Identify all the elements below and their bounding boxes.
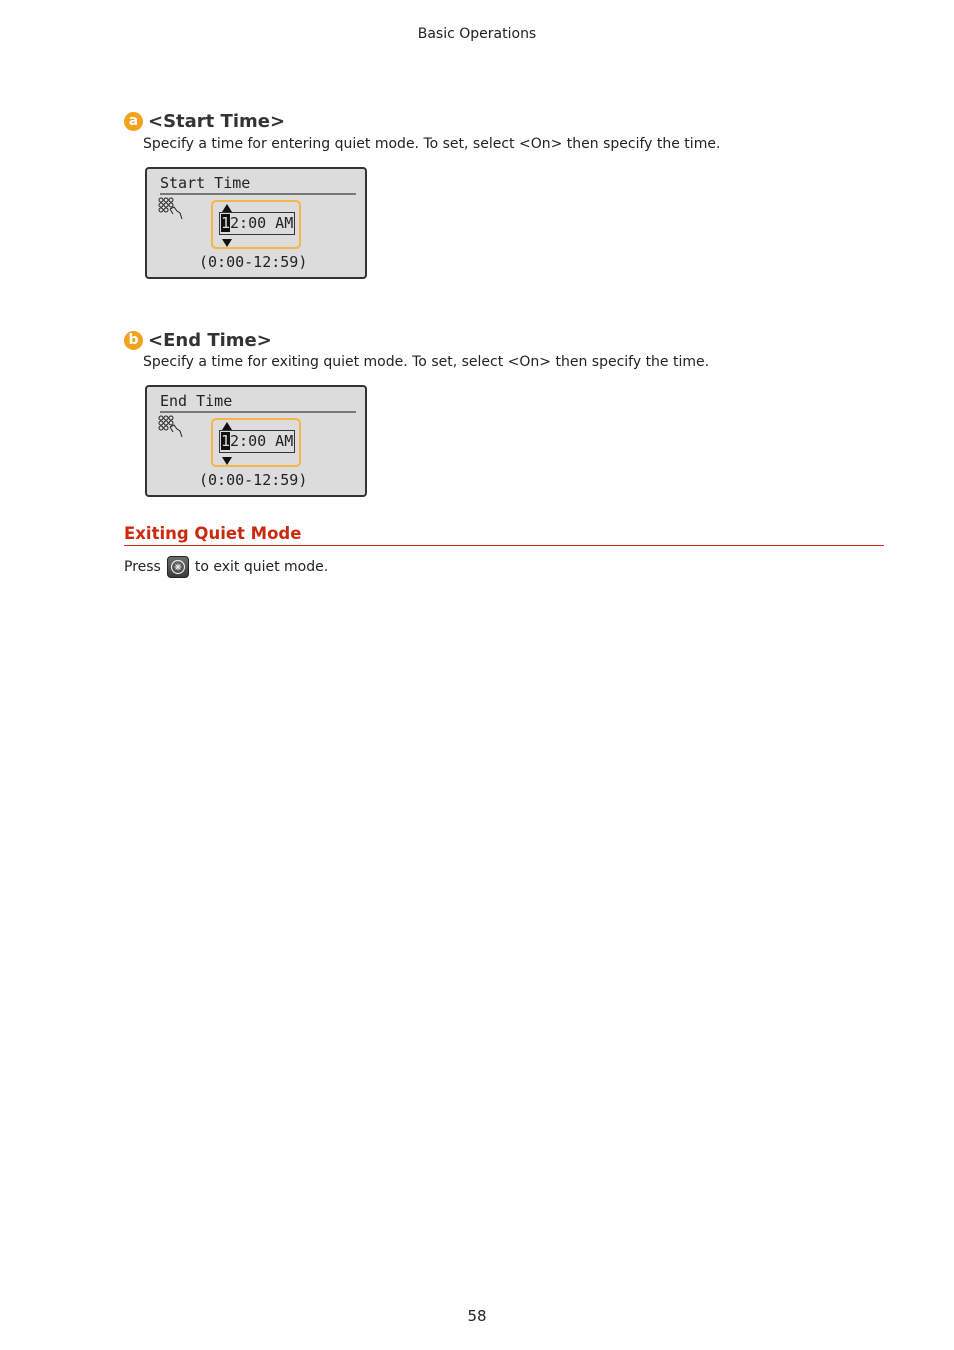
exit-text: to exit quiet mode. (194, 559, 329, 575)
section-heading-end-time (124, 329, 272, 351)
down-arrow-icon (222, 457, 232, 465)
up-arrow-icon (222, 204, 232, 212)
lcd-screen-end-time (145, 385, 367, 497)
section-heading-start-time (124, 110, 285, 132)
marker-a-icon: a (124, 112, 143, 131)
press-text: Press (124, 559, 161, 575)
energy-saver-key-icon (167, 556, 189, 578)
time-range: (0:00-12:59) (199, 253, 308, 271)
exit-instruction (124, 556, 328, 578)
section-description: Specify a time for entering quiet mode. To set, select <On> then specify the time. (143, 136, 721, 152)
numeric-keypad-icon (158, 415, 184, 439)
up-arrow-icon (222, 422, 232, 430)
down-arrow-icon (222, 239, 232, 247)
section-description: Specify a time for exiting quiet mode. To set, select <On> then specify the time. (143, 354, 710, 370)
lcd-screen-start-time (145, 167, 367, 279)
exit-quiet-mode-heading: Exiting Quiet Mode (124, 524, 884, 546)
time-cursor: 1 (221, 432, 231, 450)
section-title: <Start Time> (148, 110, 286, 132)
numeric-keypad-icon (158, 197, 184, 221)
section-title: <End Time> (148, 329, 272, 351)
marker-b-icon: b (124, 331, 143, 350)
time-value: 2:00 AM (230, 214, 294, 232)
page-number: 58 (467, 1307, 487, 1325)
lcd-title: End Time (160, 392, 356, 413)
time-range: (0:00-12:59) (199, 471, 308, 489)
time-input[interactable] (219, 212, 295, 235)
time-value: 2:00 AM (230, 432, 294, 450)
lcd-title: Start Time (160, 174, 356, 195)
running-header: Basic Operations (417, 26, 537, 42)
time-input[interactable] (219, 430, 295, 453)
time-cursor: 1 (221, 214, 231, 232)
